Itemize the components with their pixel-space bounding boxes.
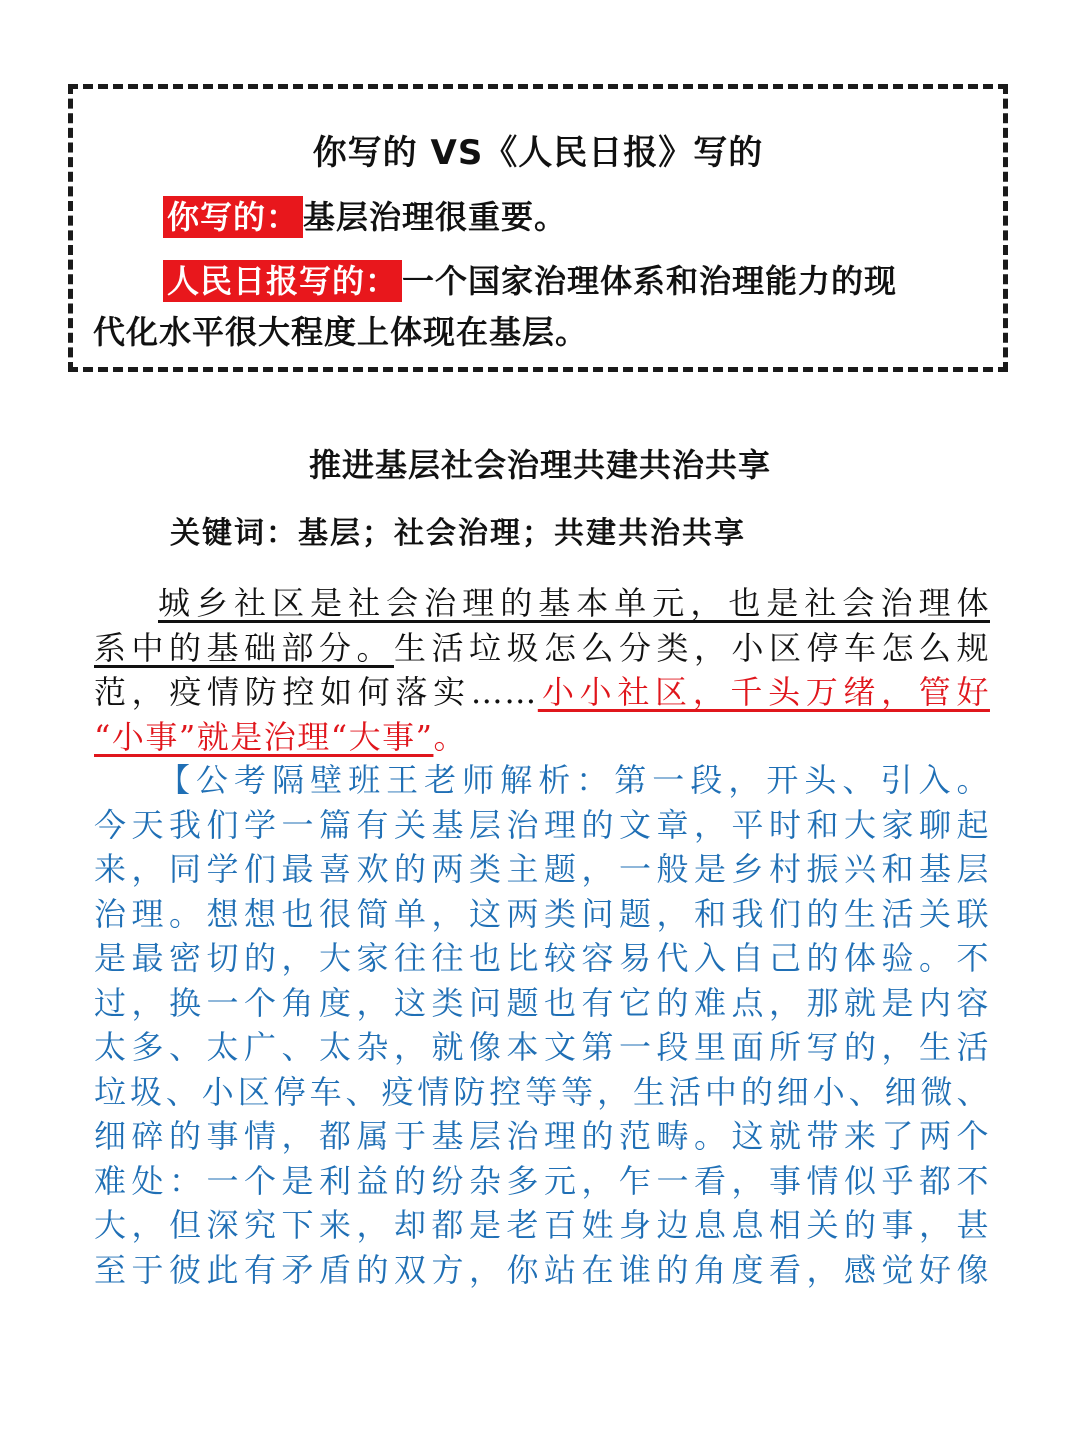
analysis-paragraph — [94, 758, 990, 1292]
p1-line: “小事”就是治理“大事”。 — [94, 717, 467, 756]
yours-text: 基层治理很重要。 — [303, 198, 568, 236]
yours-line — [163, 189, 567, 245]
analysis-line: 垃圾、小区停车、疫情防控等等，生活中的细小、细微、 — [94, 1072, 990, 1111]
rmrb-line — [163, 253, 897, 309]
analysis-line: 太多、太广、太杂，就像本文第一段里面所写的，生活 — [94, 1028, 990, 1066]
p1-line: 范，疫情防控如何落实……小小社区，千头万绪，管好 — [94, 673, 990, 711]
comparison-box — [68, 84, 1008, 372]
analysis-line: 至于彼此有矛盾的双方，你站在谁的角度看，感觉好像 — [94, 1250, 990, 1289]
analysis-line: 是最密切的，大家往往也比较容易代入自己的体验。不 — [94, 939, 990, 977]
comparison-title: 你写的 VS《人民日报》写的 — [312, 133, 764, 173]
keywords: 关键词：基层；社会治理；共建共治共享 — [170, 516, 746, 551]
analysis-line: 细碎的事情，都属于基层治理的范畴。这就带来了两个 — [94, 1117, 990, 1155]
analysis-line: 今天我们学一篇有关基层治理的文章，平时和大家聊起 — [94, 805, 990, 844]
analysis-line: 过，换一个角度，这类问题也有它的难点，那就是内容 — [94, 983, 990, 1022]
analysis-line: 【公考隔壁班王老师解析：第一段，开头、引入。 — [158, 761, 990, 799]
paragraph-1 — [94, 581, 990, 759]
analysis-line: 来，同学们最喜欢的两类主题，一般是乡村振兴和基层 — [94, 850, 990, 888]
rmrb-text-line1: 一个国家治理体系和治理能力的现 — [402, 262, 898, 300]
analysis-line: 难处：一个是利益的纷杂多元，乍一看，事情似乎都不 — [94, 1161, 990, 1200]
analysis-line: 大，但深究下来，却都是老百姓身边息息相关的事，甚 — [94, 1206, 990, 1244]
article-title: 推进基层社会治理共建共治共享 — [308, 446, 771, 484]
rmrb-label: 人民日报写的： — [163, 260, 402, 302]
p1-line: 系中的基础部分。生活垃圾怎么分类，小区停车怎么规 — [94, 628, 990, 667]
p1-line: 城乡社区是社会治理的基本单元，也是社会治理体 — [158, 584, 990, 622]
yours-label: 你写的： — [163, 196, 303, 238]
rmrb-text-line2: 代化水平很大程度上体现在基层。 — [93, 313, 589, 351]
analysis-line: 治理。想想也很简单，这两类问题，和我们的生活关联 — [94, 894, 990, 933]
